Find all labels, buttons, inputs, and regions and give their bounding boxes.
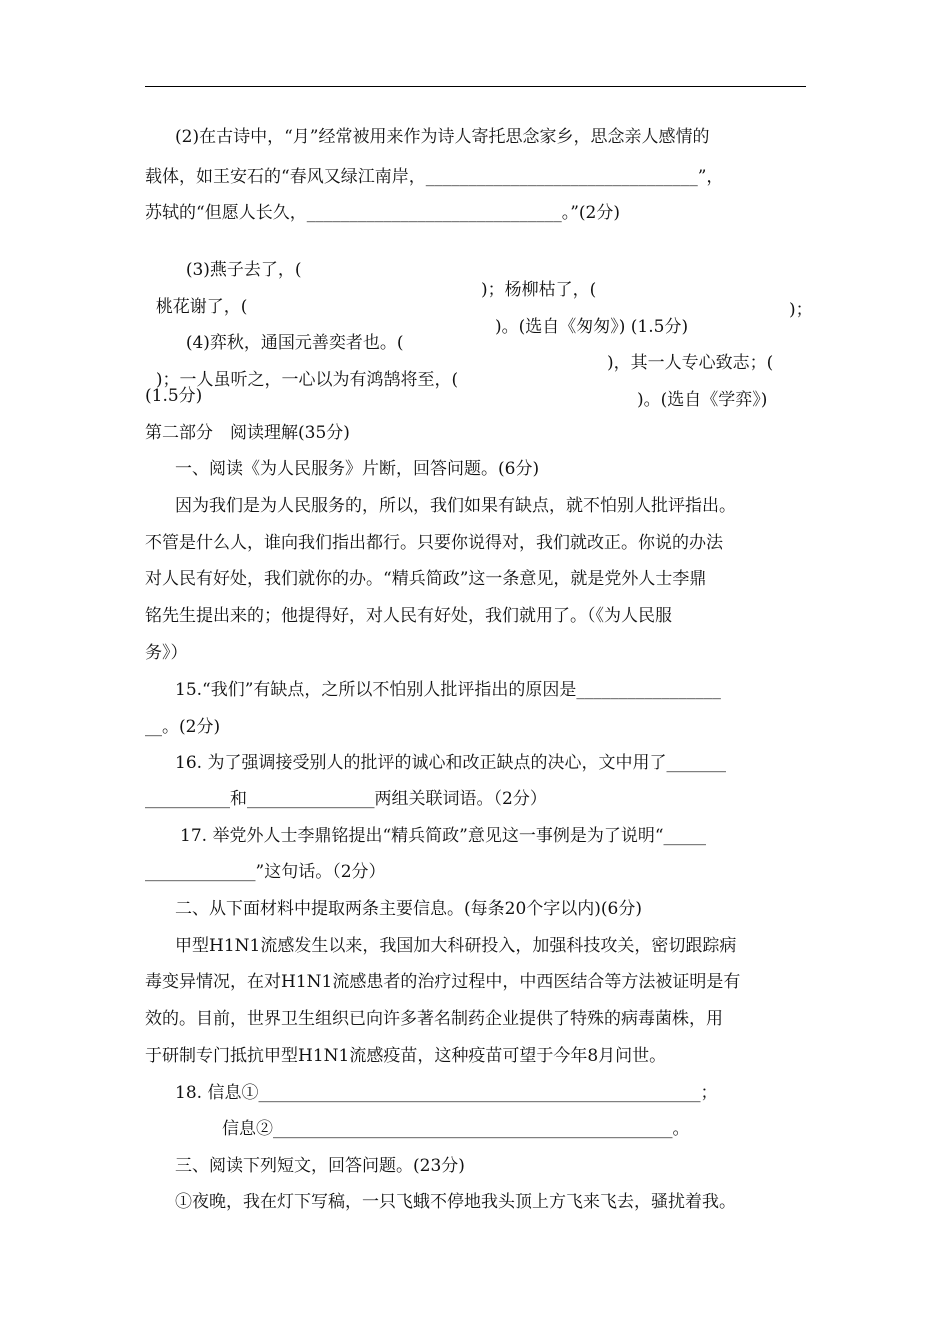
passage1-line3 [145,569,807,589]
part1-heading: 一、阅读《为人民服务》片断，回答问题。(6分) [175,459,540,479]
q17-line2: _____________”这句话。（2分） [145,862,386,882]
q3-seg-c: )； [789,300,813,320]
q2-line3: 苏轼的“但愿人长久，______________________________。”(2分) [145,203,620,223]
q4-seg-d: )。(选自《学弈》) [637,390,768,410]
passage2-line4: 于研制专门抵抗甲型H1N1流感疫苗，这种疫苗可望于今年8月问世。 [145,1046,667,1066]
q3-seg-b: )；杨柳枯了，( [481,280,597,300]
q4-seg-c: )；一人虽听之，一心以为有鸿鹄将至，( [155,370,459,390]
passage2-line3 [145,1009,807,1029]
passage2-line2 [145,972,807,992]
passage1-line1 [175,496,820,516]
q4-seg-b: )，其一人专心致志；( [607,353,774,373]
q17-line1: 17. 举党外人士李鼎铭提出“精兵简政”意见这一事例是为了说明“_____ [180,826,707,846]
q4-seg-a: (4)弈秋，通国元善奕者也。( [185,333,404,353]
q3-seg-a: (3)燕子去了，( [185,260,302,280]
q15-line1: 15.“我们”有缺点，之所以不怕别人批评指出的原因是_________________ [175,680,721,700]
q18-info1: 18. 信息①____________________________________________________； [175,1083,718,1103]
passage1-line4 [145,606,807,626]
q2-line2: 载体，如王安石的“春风又绿江南岸，________________________________”， [145,167,724,187]
passage2-line1 [175,936,807,956]
q3-seg-d: 桃花谢了，( [155,297,248,317]
passage1-line5: 务》） [145,643,188,663]
text: 甲型H1N1流感发生以来，我国加大科研投入，加强科技攻关，密切跟踪病 [175,936,737,956]
q16-line2: __________和_______________两组关联词语。（2分） [145,789,547,809]
section-heading: 第二部分 阅读理解(35分) [145,423,350,443]
text: 铭先生提出来的；他提得好，对人民有好处，我们就用了。（《为人民服 [145,606,672,626]
q15-line2: __。(2分) [145,717,221,737]
text: 不管是什么人，谁向我们指出都行。只要你说得对，我们就改正。你说的办法 [145,533,723,553]
text: ①夜晚，我在灯下写稿，一只飞蛾不停地我头顶上方飞来飞去，骚扰着我。 [175,1192,736,1212]
q3-seg-e: )。(选自《匆匆》) (1.5分) [495,317,689,337]
text: 因为我们是为人民服务的，所以，我们如果有缺点，就不怕别人批评指出。 [175,496,736,516]
q4-line3: (1.5分) [145,386,203,406]
q2-line1 [175,127,805,147]
text: 对人民有好处，我们就你的办。“精兵简政”这一条意见，就是党外人士李鼎 [145,569,707,589]
text: 毒变异情况，在对H1N1流感患者的治疗过程中，中西医结合等方法被证明是有 [145,972,741,992]
header-rule [145,86,806,87]
part2-heading: 二、从下面材料中提取两条主要信息。(每条20个字以内)(6分) [175,899,642,919]
q4-line2 [145,350,815,410]
q18-info2: 信息②_______________________________________________。 [222,1119,690,1139]
passage3-line1 [175,1192,820,1212]
passage1-line2 [145,533,807,553]
text: (2)在古诗中，“月”经常被用来作为诗人寄托思念家乡，思念亲人感情的 [175,127,710,147]
text: 效的。目前，世界卫生组织已向许多著名制药企业提供了特殊的病毒菌株，用 [145,1009,723,1029]
part3-heading: 三、阅读下列短文，回答问题。(23分) [175,1156,465,1176]
q16-line1: 16. 为了强调接受别人的批评的诚心和改正缺点的决心，文中用了_______ [175,753,726,773]
